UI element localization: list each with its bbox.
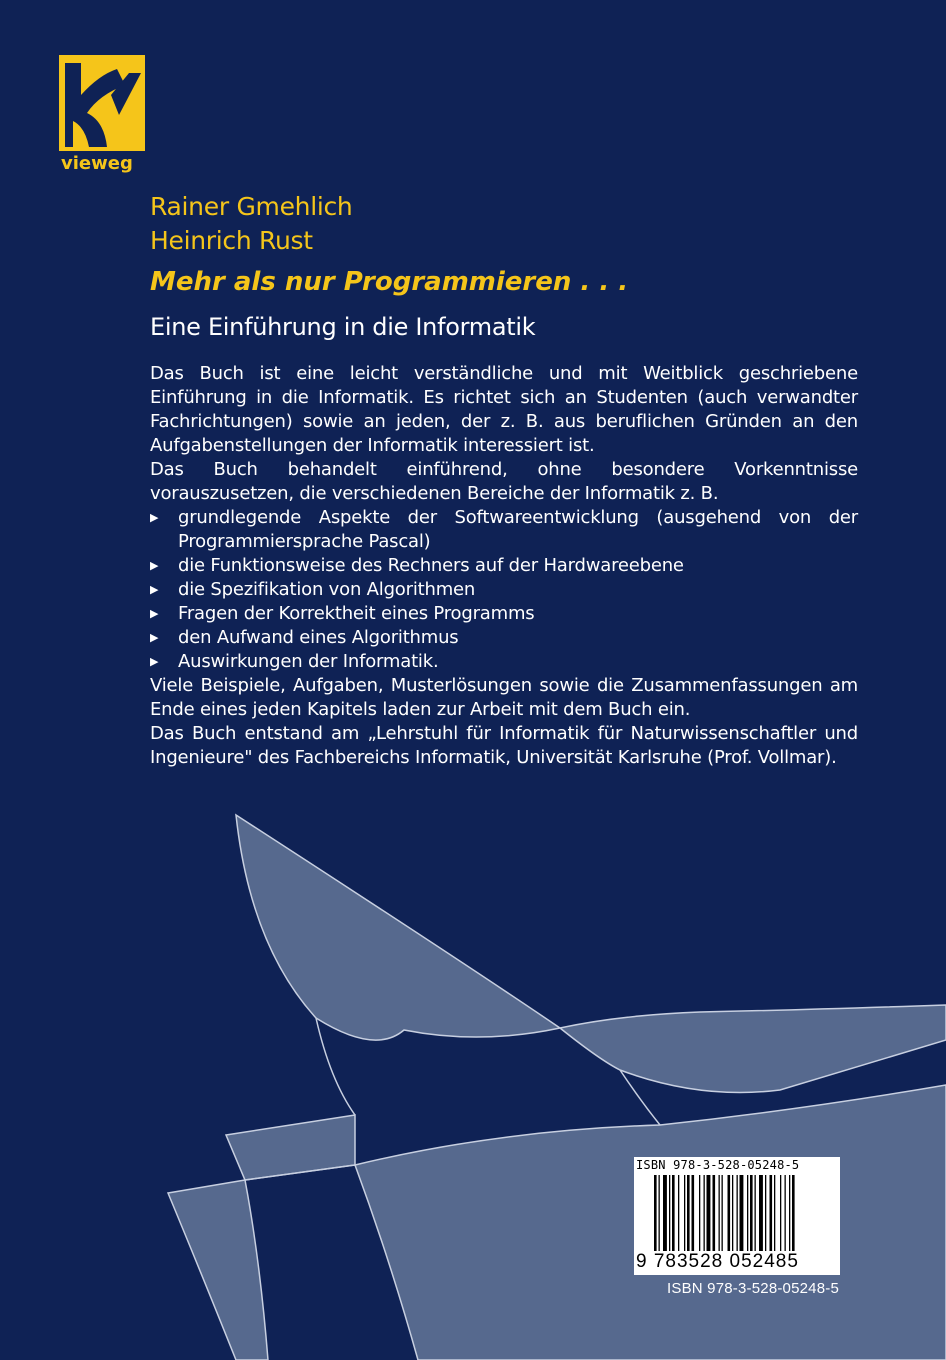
author-name: Rainer Gmehlich (150, 192, 353, 221)
barcode-bar (663, 1175, 667, 1251)
barcode-bar (678, 1175, 679, 1251)
list-item: ▶ den Aufwand eines Algorithmus (150, 627, 459, 648)
list-item: ▶ die Spezifikation von Algorithmen (150, 579, 476, 600)
barcode-bar (704, 1175, 705, 1251)
barcode-bar (747, 1175, 748, 1251)
shape-right-quad (560, 1005, 946, 1093)
bullet-arrow-icon: ▶ (150, 655, 159, 668)
barcode-bar (765, 1175, 766, 1251)
barcode-digits: 9 783528 052485 (636, 1251, 799, 1272)
barcode-bar (684, 1175, 685, 1251)
author-name: Heinrich Rust (150, 226, 313, 255)
list-item: ▶ Auswirkungen der Informatik. (150, 651, 439, 672)
description-paragraph: Das Buch behandelt einführend, ohne besondere Vorkenntnisse vorauszusetzen, die verschiedenen Bereiche der Informatik z. B. (150, 459, 858, 504)
bullet-arrow-icon: ▶ (150, 559, 159, 572)
barcode-bars (654, 1175, 836, 1253)
svg-text:vieweg: vieweg (61, 153, 133, 174)
barcode-bar (659, 1175, 660, 1251)
barcode-bar (780, 1175, 781, 1251)
barcode-bar (707, 1175, 711, 1251)
shape-lower-wedge (168, 1180, 268, 1360)
barcode-bar (722, 1175, 723, 1251)
barcode-bar (732, 1175, 733, 1251)
bullet-arrow-icon: ▶ (150, 511, 159, 524)
bullet-arrow-icon: ▶ (150, 631, 159, 644)
list-item: ▶ grundlegende Aspekte der Softwareentwicklung (ausgehend von der Programmiersprache Pascal) (150, 507, 858, 552)
description-paragraph: Das Buch entstand am „Lehrstuhl für Informatik für Naturwissenschaftler und Ingenieure" des Fachbereichs Informatik, Universität Karlsruhe (Prof. Vollmar). (150, 723, 858, 768)
bullet-arrow-icon: ▶ (150, 583, 159, 596)
shape-upper-triangle (236, 815, 560, 1040)
barcode-bar (713, 1175, 716, 1251)
barcode-bar (792, 1175, 795, 1251)
barcode-bar (785, 1175, 786, 1251)
barcode-bar (755, 1175, 756, 1251)
barcode-bar (759, 1175, 763, 1251)
barcode-bar (692, 1175, 695, 1251)
barcode-bar (669, 1175, 670, 1251)
book-title: Mehr als nur Programmieren . . . (150, 267, 629, 297)
barcode-bar (699, 1175, 700, 1251)
barcode-bar (774, 1175, 775, 1251)
description-paragraph: Viele Beispiele, Aufgaben, Musterlösungen sowie die Zusammenfassungen am Ende eines jeden Kapitels laden zur Arbeit mit dem Buch ein. (150, 675, 858, 720)
barcode-bar (737, 1175, 738, 1251)
topic-list (150, 506, 858, 674)
barcode-bar (770, 1175, 773, 1251)
isbn-bottom-label: ISBN 978-3-528-05248-5 (667, 1280, 840, 1297)
shape-small-quad (226, 1115, 355, 1180)
list-item: ▶ die Funktionsweise des Rechners auf der Hardwareebene (150, 555, 684, 576)
barcode-bar (687, 1175, 690, 1251)
list-item: ▶ Fragen der Korrektheit eines Programms (150, 603, 535, 624)
barcode-bar (740, 1175, 744, 1251)
book-subtitle: Eine Einführung in die Informatik (150, 313, 536, 341)
isbn-top-label: ISBN 978-3-528-05248-5 (636, 1158, 800, 1172)
barcode-bar (672, 1175, 675, 1251)
description (150, 362, 858, 770)
barcode-bar (728, 1175, 731, 1251)
description-paragraph: Das Buch ist eine leicht verständliche und mit Weitblick geschriebene Einführung in die Informatik. Es richtet sich an Studenten (auch verwandter Fachrichtungen) sowie an jeden, der z. B. aus beruflichen Gründen an den Aufgabenstellungen der Informatik interessiert ist. (150, 363, 858, 456)
vieweg-logo (59, 55, 145, 175)
bullet-arrow-icon: ▶ (150, 607, 159, 620)
authors (150, 190, 352, 258)
barcode-bar (789, 1175, 790, 1251)
barcode-bar (719, 1175, 720, 1251)
barcode-bar (750, 1175, 753, 1251)
barcode-bar (654, 1175, 657, 1251)
barcode (634, 1157, 840, 1275)
